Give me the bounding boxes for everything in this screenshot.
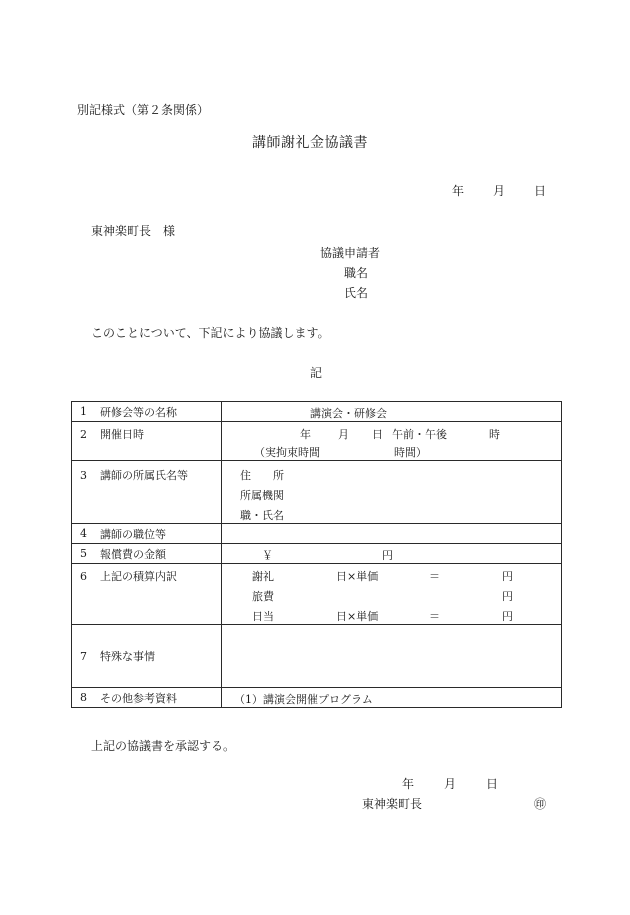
- breakdown-item: 旅費: [252, 590, 274, 603]
- row-number: 2: [80, 428, 87, 441]
- form-reference: 別記様式（第２条関係）: [77, 103, 210, 117]
- lecturer-affiliation-label: 所属機関: [240, 489, 284, 502]
- table-row: [72, 402, 562, 422]
- document-title: 講師謝礼金協議書: [252, 135, 368, 151]
- row-number: 3: [80, 469, 87, 482]
- table-row: [72, 461, 562, 524]
- addressee: 東神楽町長 様: [91, 224, 176, 238]
- datetime-cell: [222, 422, 562, 461]
- row-label-text: 講師の職位等: [100, 527, 166, 541]
- row-label: [72, 461, 222, 524]
- row-number: 1: [80, 405, 87, 418]
- applicant-heading: 協議申請者: [320, 246, 381, 260]
- lecturer-address-label: 住 所: [240, 469, 284, 482]
- table-row: [72, 524, 562, 544]
- breakdown-unit: 円: [502, 610, 513, 623]
- row-label-text: 講師の所属氏名等: [100, 469, 188, 482]
- lecturer-rank-cell: [222, 524, 562, 544]
- row-label-text: 研修会等の名称: [100, 405, 177, 419]
- row-number: 6: [80, 570, 87, 583]
- row-number: 8: [80, 691, 87, 704]
- approval-year-label: 年: [402, 777, 415, 791]
- breakdown-formula: 日×単価: [336, 610, 379, 623]
- breakdown-unit: 円: [502, 570, 513, 583]
- row-label: [72, 402, 222, 422]
- special-circumstances-cell: [222, 625, 562, 688]
- breakdown-equals: ＝: [429, 570, 440, 583]
- date-day-label: 日: [534, 184, 547, 198]
- restraint-time-open: （実拘束時間: [254, 446, 320, 459]
- datetime-hour: 時: [489, 428, 500, 441]
- breakdown-equals: ＝: [429, 610, 440, 623]
- row-number: 4: [80, 527, 87, 540]
- ki-label: 記: [310, 366, 323, 380]
- amount-cell: [222, 544, 562, 564]
- yen-sign: ￥: [262, 549, 273, 562]
- row-number: 7: [80, 649, 87, 663]
- datetime-day: 日: [372, 428, 383, 441]
- table-row: [72, 544, 562, 564]
- date-year-label: 年: [452, 184, 465, 198]
- table-row: [72, 625, 562, 688]
- approval-day-label: 日: [486, 777, 499, 791]
- row-label: [72, 625, 222, 688]
- row-label: [72, 564, 222, 625]
- event-name-value: 講演会・研修会: [310, 407, 387, 420]
- reference-item: （1）講演会開催プログラム: [234, 693, 373, 706]
- table-row: [72, 688, 562, 708]
- lecturer-cell: [222, 461, 562, 524]
- approval-text: 上記の協議書を承認する。: [91, 739, 236, 753]
- approval-signer: 東神楽町長: [362, 797, 423, 811]
- lecturer-title-name-label: 職・氏名: [240, 509, 284, 522]
- breakdown-item: 日当: [252, 610, 274, 623]
- datetime-year: 年: [300, 428, 311, 441]
- yen-unit: 円: [382, 549, 393, 562]
- applicant-position-label: 職名: [344, 266, 369, 280]
- row-label: [72, 688, 222, 708]
- datetime-month: 月: [338, 428, 349, 441]
- row-label: [72, 524, 222, 544]
- row-label: [72, 544, 222, 564]
- datetime-ampm: 午前・午後: [392, 428, 447, 441]
- intro-text: このことについて、下記により協議します。: [91, 326, 330, 340]
- reference-cell: [222, 688, 562, 708]
- row-label-text: その他参考資料: [100, 691, 177, 705]
- breakdown-unit: 円: [502, 590, 513, 603]
- table-row: [72, 422, 562, 461]
- breakdown-cell: [222, 564, 562, 625]
- restraint-time-close: 時間）: [394, 446, 427, 459]
- approval-month-label: 月: [444, 777, 457, 791]
- row-label-text: 上記の積算内訳: [100, 570, 177, 583]
- row-label-text: 開催日時: [100, 428, 144, 441]
- date-month-label: 月: [493, 184, 506, 198]
- row-label-text: 報償費の金額: [100, 547, 166, 561]
- applicant-name-label: 氏名: [344, 286, 369, 300]
- row-label: [72, 422, 222, 461]
- seal-icon: ㊞: [534, 797, 547, 811]
- breakdown-formula: 日×単価: [336, 570, 379, 583]
- details-table: [71, 401, 562, 708]
- row-label-text: 特殊な事情: [100, 650, 155, 663]
- event-name-cell: [222, 402, 562, 422]
- row-number: 5: [80, 547, 87, 560]
- table-row: [72, 564, 562, 625]
- breakdown-item: 謝礼: [252, 570, 274, 583]
